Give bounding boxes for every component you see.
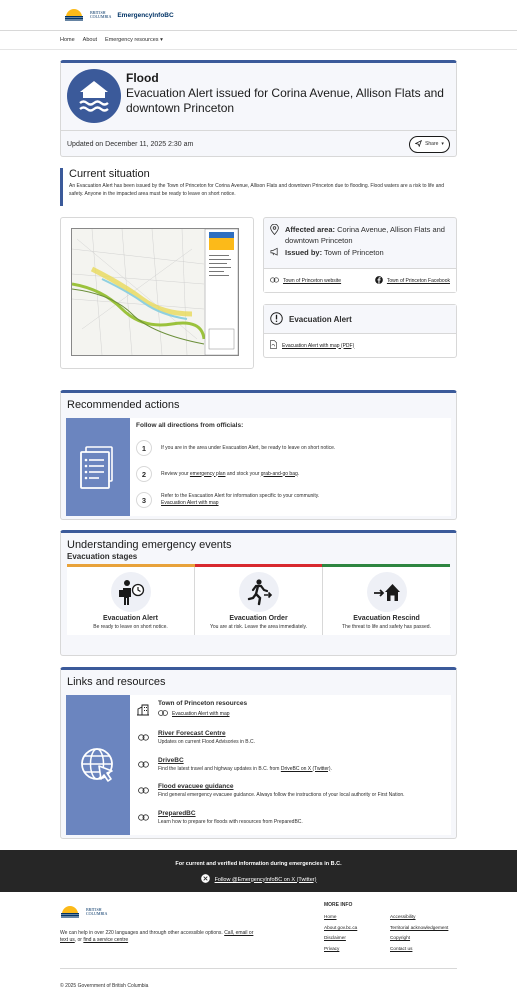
list-item[interactable]: DriveBC Find the latest travel and highway updates in B.C. from DriveBC on X (Twitter).	[136, 757, 451, 784]
evacuation-alert-title: Evacuation Alert	[289, 314, 352, 324]
evacuation-map-thumbnail[interactable]	[60, 217, 254, 369]
current-situation	[60, 168, 457, 206]
evacuation-alert-map-link[interactable]: Evacuation Alert with map	[161, 500, 219, 506]
map-image	[71, 228, 239, 356]
building-icon	[136, 700, 150, 730]
list-item[interactable]: River Forecast Centre Updates on current Flood Advisories in B.C.	[136, 730, 451, 757]
nav-home[interactable]: Home	[60, 37, 75, 43]
footer-link-territorial[interactable]: Territorial acknowledgement	[390, 924, 449, 930]
site-name[interactable]: EmergencyInfoBC	[117, 11, 174, 19]
town-evacuation-map-link[interactable]: Evacuation Alert with map	[158, 710, 247, 718]
preparedbc-link[interactable]: PreparedBC	[158, 809, 196, 817]
understanding-title: Understanding emergency events	[67, 539, 232, 551]
stage-evacuation-alert: Evacuation Alert Be ready to leave on short notice.	[67, 567, 195, 635]
town-resources-title: Town of Princeton resources	[158, 700, 248, 707]
megaphone-icon	[270, 247, 279, 259]
footer-divider	[60, 968, 457, 969]
understanding-events-card	[60, 530, 457, 656]
list-item	[136, 700, 451, 730]
send-icon	[415, 140, 422, 149]
nav-about[interactable]: About	[82, 37, 98, 43]
pdf-file-icon	[270, 340, 277, 351]
evacuation-alert-box	[263, 304, 457, 358]
chevron-down-icon: ▾	[160, 37, 163, 43]
language-help-text: We can help in over 220 languages and through other accessible options. Call, email or text us, or find a service centre	[60, 930, 254, 943]
location-pin-icon	[270, 224, 279, 246]
exclamation-circle-icon	[270, 312, 283, 327]
footer-link-disclaimer[interactable]: Disclaimer	[324, 935, 346, 940]
footer-link-copyright[interactable]: Copyright	[390, 935, 411, 940]
follow-x-link[interactable]: Follow @EmergencyInfoBC on X (Twitter)	[0, 874, 517, 885]
copyright-text: © 2025 Government of British Columbia	[60, 983, 149, 989]
facebook-icon	[375, 276, 383, 286]
site-header	[0, 0, 517, 31]
affected-area-box	[263, 217, 457, 293]
globe-cursor-icon	[66, 695, 130, 835]
document-list-icon	[66, 418, 130, 516]
flood-evacuee-guidance-link[interactable]: Flood evacuee guidance	[158, 783, 234, 790]
more-info	[324, 902, 460, 951]
flood-icon	[67, 69, 121, 123]
footer-link-about[interactable]: About gov.bc.ca	[324, 924, 358, 930]
alert-type: Flood	[126, 71, 159, 85]
bc-logo[interactable]	[64, 9, 174, 21]
situation-text: An Evacuation Alert has been issued by the Town of Princeton for Corina Avenue, Allison Flats and downtown Princeton due to flooding. Flood waters are a risk to life and safety. Anyone in the impacted area must be ready to leave on short notice.	[69, 183, 445, 197]
bc-wordmark: BRITISH COLUMBIA	[90, 10, 112, 19]
list-item[interactable]: PreparedBC Learn how to prepare for floods with resources from PreparedBC.	[136, 810, 451, 837]
service-centre-link[interactable]: find a service centre	[83, 937, 129, 943]
x-logo-icon	[201, 874, 210, 885]
bc-wordmark: BRITISH COLUMBIA	[86, 907, 108, 916]
situation-title: Current situation	[69, 168, 150, 180]
drivebc-twitter-link[interactable]: DriveBC on X (Twitter)	[280, 765, 331, 772]
footer-link-contact[interactable]: Contact us	[390, 945, 413, 951]
footer-link-accessibility[interactable]: Accessibility	[390, 914, 416, 919]
town-facebook-link[interactable]: Town of Princeton Facebook	[375, 276, 450, 286]
nav-emergency-resources[interactable]: Emergency resources ▾	[105, 37, 163, 43]
footer-link-privacy[interactable]: Privacy	[324, 945, 340, 951]
affected-area-value: Corina Avenue, Allison Flats and downtown Princeton	[285, 225, 445, 245]
more-info-title: MORE INFO	[324, 902, 353, 908]
stage-evacuation-rescind: Evacuation Rescind The threat to life and safety has passed.	[323, 567, 450, 635]
link-icon	[136, 757, 150, 784]
list-item: 3 Refer to the Evacuation Alert for information specific to your community. Evacuation Alert with map	[136, 487, 451, 513]
link-icon	[136, 810, 150, 837]
main-nav	[0, 31, 517, 50]
person-with-bag-clock-icon	[111, 572, 151, 612]
grab-and-go-bag-link[interactable]: grab-and-go bag	[260, 470, 298, 477]
alert-card	[60, 60, 457, 157]
town-website-link[interactable]: Town of Princeton website	[270, 277, 341, 285]
evacuation-stages-title: Evacuation stages	[67, 552, 138, 561]
list-item[interactable]: Flood evacuee guidance Find general emergency evacuee guidance. Always follow the instructions of your local authority or First Nation.	[136, 783, 451, 810]
site-footer	[60, 892, 457, 1000]
emergency-plan-link[interactable]: emergency plan	[189, 470, 226, 477]
chevron-down-icon: ▾	[441, 141, 444, 147]
list-item: 2 Review your emergency plan and stock your grab-and-go bag.	[136, 461, 451, 487]
recommended-lead: Follow all directions from officials:	[136, 422, 244, 429]
alert-headline: Evacuation Alert issued for Corina Avenue, Allison Flats and downtown Princeton	[126, 86, 444, 115]
bc-sun-logo-icon	[64, 9, 84, 21]
drivebc-link[interactable]: DriveBC	[158, 756, 184, 764]
affected-area-label: Affected area:	[285, 225, 336, 234]
links-title: Links and resources	[67, 676, 166, 688]
issued-by-value: Town of Princeton	[324, 248, 384, 257]
footer-link-home[interactable]: Home	[324, 914, 337, 919]
recommended-actions-card	[60, 390, 457, 520]
list-item: 1 If you are in the area under Evacuation Alert, be ready to leave on short notice.	[136, 435, 451, 461]
banner-text: For current and verified information during emergencies in B.C.	[175, 861, 342, 867]
issued-by-label: Issued by:	[285, 248, 323, 257]
verified-info-banner	[0, 850, 517, 892]
link-icon	[270, 277, 279, 285]
running-person-icon	[239, 572, 279, 612]
footer-bc-logo[interactable]	[60, 906, 260, 918]
links-resources-card	[60, 667, 457, 839]
link-icon	[158, 710, 168, 718]
evacuation-alert-pdf-link[interactable]: Evacuation Alert with map (PDF)	[264, 334, 456, 357]
share-button[interactable]: Share ▾	[409, 136, 450, 153]
link-icon	[136, 730, 150, 757]
recommended-actions-title: Recommended actions	[67, 399, 180, 411]
contact-us-link[interactable]: Call, email or text us	[60, 930, 254, 943]
updated-timestamp: Updated on December 11, 2025 2:30 am	[67, 140, 194, 148]
bc-sun-logo-icon	[60, 906, 80, 918]
stage-evacuation-order: Evacuation Order You are at risk. Leave the area immediately.	[195, 567, 323, 635]
arrow-to-house-icon	[367, 572, 407, 612]
link-icon	[136, 783, 150, 810]
river-forecast-link[interactable]: River Forecast Centre	[158, 730, 226, 737]
